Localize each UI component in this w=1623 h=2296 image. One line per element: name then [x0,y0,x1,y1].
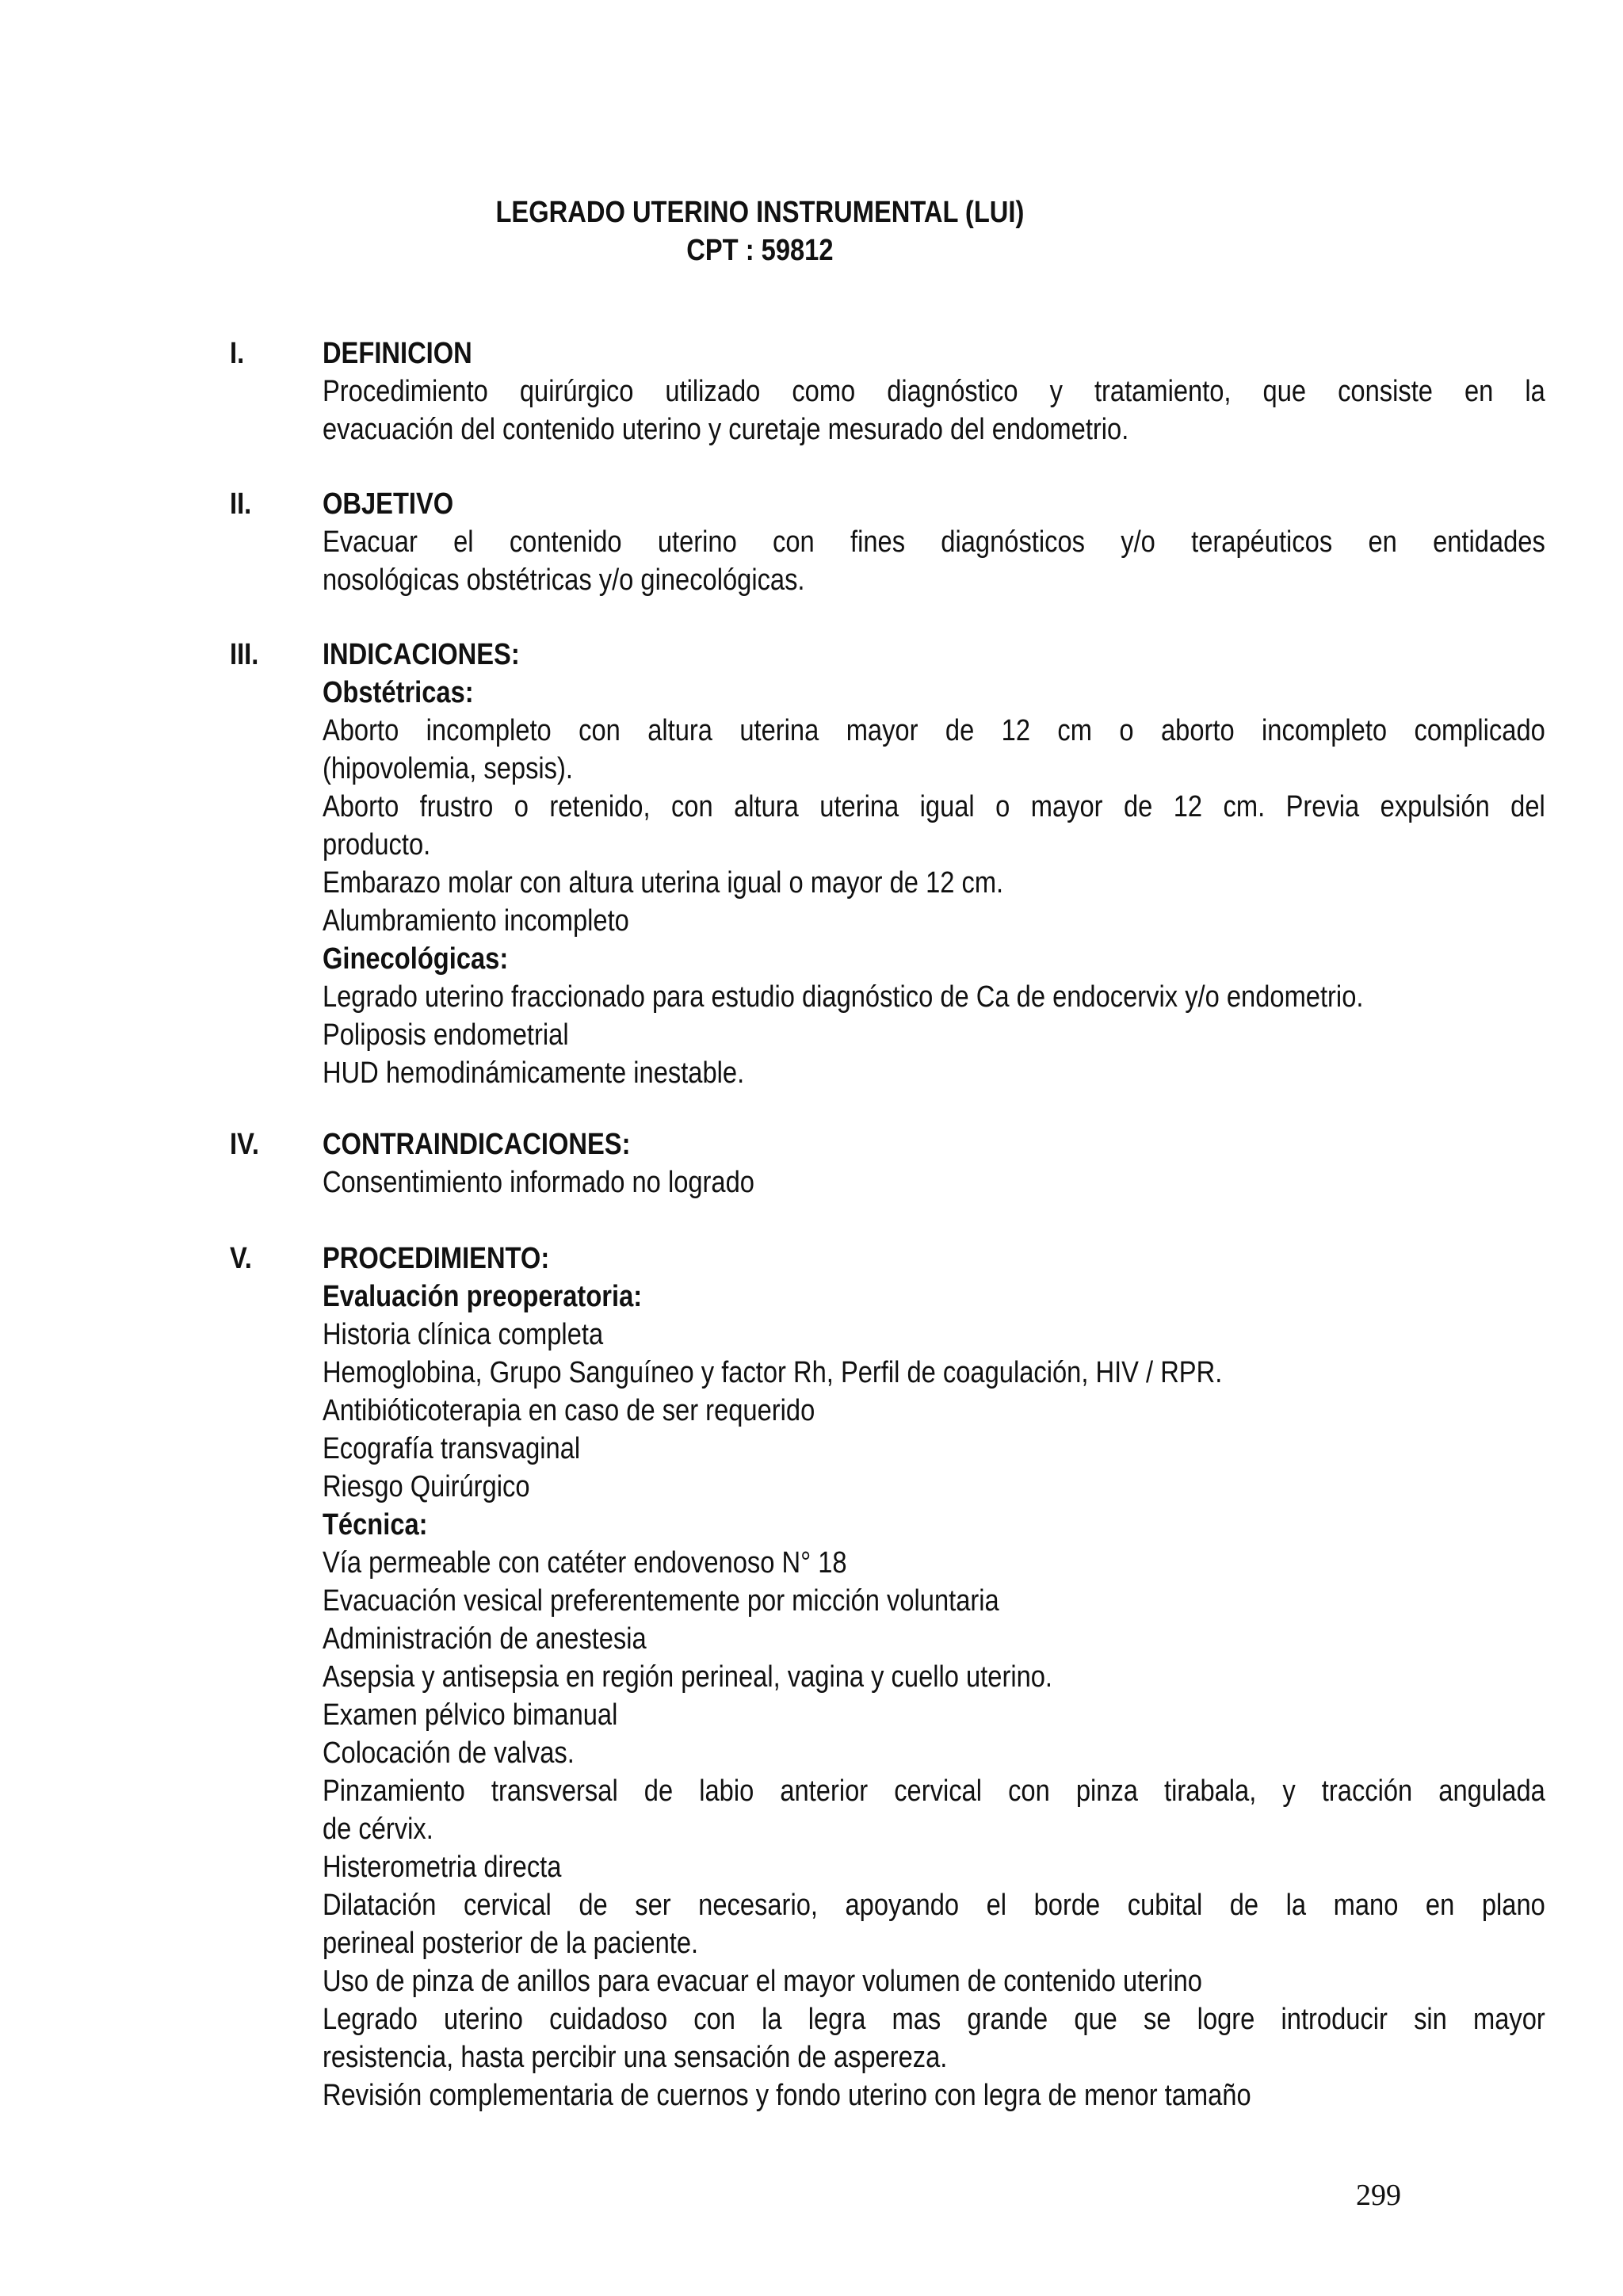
paragraph-line: perineal posterior de la paciente. [322,1927,699,1960]
paragraph-line: Poliposis endometrial [322,1018,569,1052]
page-number: 299 [1356,2179,1401,2212]
paragraph-line: Legrado uterino fraccionado para estudio diagnóstico de Ca de endocervix y/o endometrio. [322,980,1364,1014]
paragraph-line: (hipovolemia, sepsis). [322,752,573,785]
paragraph-line: HUD hemodinámicamente inestable. [322,1056,745,1090]
paragraph-line: Procedimiento quirúrgico utilizado como diagnóstico y tratamiento, que consiste en la [322,375,1545,408]
paragraph-line: de cérvix. [322,1813,433,1846]
subheading-tecnica: Técnica: [322,1508,428,1541]
section-heading: INDICACIONES: [322,638,520,671]
section-contraindicaciones [230,1125,1545,1201]
paragraph-line: Administración de anestesia [322,1622,647,1656]
paragraph-line: Histerometria directa [322,1851,562,1884]
paragraph-line: evacuación del contenido uterino y curetaje mesurado del endometrio. [322,413,1129,446]
paragraph-line: resistencia, hasta percibir una sensación de aspereza. [322,2041,948,2074]
paragraph-line: Examen pélvico bimanual [322,1698,618,1732]
paragraph-line: Hemoglobina, Grupo Sanguíneo y factor Rh, Perfil de coagulación, HIV / RPR. [322,1356,1223,1389]
paragraph-line: producto. [322,828,431,861]
section-heading: PROCEDIMIENTO: [322,1242,550,1275]
section-number: V. [230,1242,252,1275]
section-number: I. [230,337,245,370]
paragraph-line: Pinzamiento transversal de labio anterior cervical con pinza tirabala, y tracción angulada [322,1775,1545,1808]
subheading-evaluacion: Evaluación preoperatoria: [322,1280,643,1313]
paragraph-line: Antibióticoterapia en caso de ser requerido [322,1394,815,1427]
paragraph-line: Embarazo molar con altura uterina igual o mayor de 12 cm. [322,866,1004,900]
paragraph-line: Riesgo Quirúrgico [322,1470,530,1503]
paragraph-line: Dilatación cervical de ser necesario, apoyando el borde cubital de la mano en plano [322,1889,1545,1922]
section-procedimiento [230,1240,1545,2115]
paragraph-line: Consentimiento informado no logrado [322,1166,754,1199]
section-heading: DEFINICION [322,337,472,370]
paragraph-line: Uso de pinza de anillos para evacuar el mayor volumen de contenido uterino [322,1965,1202,1998]
section-definicion [230,334,1545,449]
paragraph-line: Colocación de valvas. [322,1736,575,1770]
paragraph-line: Evacuar el contenido uterino con fines diagnósticos y/o terapéuticos en entidades [322,525,1545,559]
paragraph-line: Alumbramiento incompleto [322,904,629,938]
document-title: LEGRADO UTERINO INSTRUMENTAL (LUI) [495,196,1025,229]
section-objetivo [230,485,1545,599]
cpt-code: CPT : 59812 [686,234,834,267]
section-number: III. [230,638,259,671]
paragraph-line: nosológicas obstétricas y/o ginecológicas. [322,563,805,597]
paragraph-line: Aborto frustro o retenido, con altura uterina igual o mayor de 12 cm. Previa expulsión del [322,790,1545,823]
section-number: II. [230,487,252,521]
paragraph-line: Ecografía transvaginal [322,1432,581,1465]
section-indicaciones [230,636,1545,1092]
paragraph-line: Revisión complementaria de cuernos y fondo uterino con legra de menor tamaño [322,2079,1251,2112]
section-heading: CONTRAINDICACIONES: [322,1128,631,1161]
paragraph-line: Asepsia y antisepsia en región perineal, vagina y cuello uterino. [322,1660,1053,1694]
paragraph-line: Vía permeable con catéter endovenoso N° 18 [322,1546,847,1580]
paragraph-line: Aborto incompleto con altura uterina mayor de 12 cm o aborto incompleto complicado [322,714,1545,747]
subheading-ginecologicas: Ginecológicas: [322,942,509,976]
subheading-obstetricas: Obstétricas: [322,676,474,709]
paragraph-line: Legrado uterino cuidadoso con la legra mas grande que se logre introducir sin mayor [322,2003,1545,2036]
section-heading: OBJETIVO [322,487,454,521]
paragraph-line: Evacuación vesical preferentemente por micción voluntaria [322,1584,999,1618]
paragraph-line: Historia clínica completa [322,1318,604,1351]
section-number: IV. [230,1128,259,1161]
